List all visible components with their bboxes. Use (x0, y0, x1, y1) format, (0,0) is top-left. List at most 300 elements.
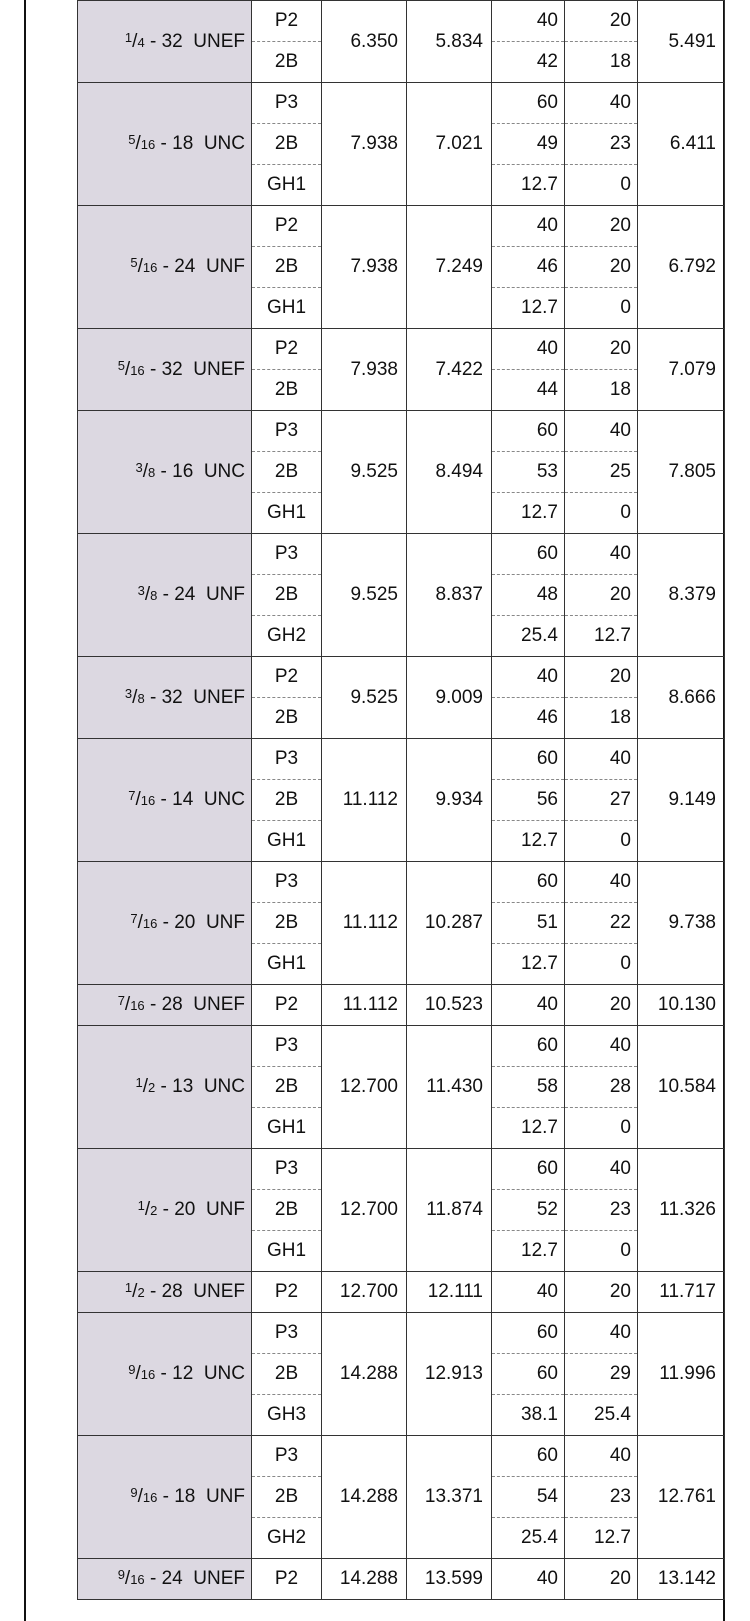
dash-separator: - (157, 584, 175, 605)
value-a: 46 (492, 698, 565, 739)
value-b: 0 (565, 493, 638, 534)
threads-per-inch: 20 (174, 1199, 196, 1220)
tolerance-class: P3 (252, 534, 322, 575)
tolerance-class: P2 (252, 1272, 322, 1313)
value-b: 20 (565, 206, 638, 247)
value-a: 49 (492, 124, 565, 165)
tolerance-class: GH1 (252, 1108, 322, 1149)
tolerance-class: GH3 (252, 1395, 322, 1436)
thread-series: UNC (203, 461, 245, 482)
value-a: 12.7 (492, 1108, 565, 1149)
tolerance-class: P3 (252, 83, 322, 124)
major-diameter: 7.938 (322, 206, 407, 329)
dash-separator: - (144, 994, 162, 1015)
value-b: 20 (565, 985, 638, 1026)
table-row (78, 739, 725, 780)
fraction-numerator: 3 (137, 583, 145, 598)
spacer (193, 789, 204, 810)
tolerance-class: GH1 (252, 288, 322, 329)
value-b: 20 (565, 329, 638, 370)
tolerance-class: P3 (252, 862, 322, 903)
dash-separator: - (144, 1568, 162, 1589)
pitch-diameter: 7.021 (407, 83, 492, 206)
threads-per-inch: 13 (172, 1076, 194, 1097)
fraction-slash: / (142, 1076, 148, 1097)
value-a: 60 (492, 411, 565, 452)
threads-per-inch: 24 (161, 1568, 183, 1589)
tolerance-class: P2 (252, 985, 322, 1026)
threads-per-inch: 28 (161, 994, 183, 1015)
major-diameter: 9.525 (322, 411, 407, 534)
table-row (78, 657, 725, 698)
dash-separator: - (155, 1076, 173, 1097)
threads-per-inch: 32 (161, 30, 183, 52)
value-a: 40 (492, 985, 565, 1026)
dash-separator: - (157, 256, 175, 277)
thread-series: UNEF (193, 30, 245, 52)
pitch-diameter: 9.009 (407, 657, 492, 739)
fraction-slash: / (135, 133, 141, 154)
value-a: 44 (492, 370, 565, 411)
value-b: 27 (565, 780, 638, 821)
tolerance-class: P3 (252, 1436, 322, 1477)
fraction-slash: / (144, 1199, 151, 1220)
thread-series: UNF (205, 584, 245, 605)
table-row (78, 862, 725, 903)
minor-diameter: 11.326 (638, 1149, 725, 1272)
tolerance-class: P3 (252, 1149, 322, 1190)
dash-separator: - (155, 789, 173, 810)
fraction-denominator: 16 (140, 793, 156, 808)
value-b: 18 (565, 42, 638, 83)
major-diameter: 12.700 (322, 1149, 407, 1272)
minor-diameter: 10.584 (638, 1026, 725, 1149)
page-left-border (24, 0, 26, 1621)
spacer (193, 1076, 204, 1097)
fraction-numerator: 1 (135, 1075, 143, 1090)
thread-series: UNEF (193, 1568, 245, 1589)
table-row (78, 1026, 725, 1067)
tolerance-class: 2B (252, 1477, 322, 1518)
tolerance-class: P3 (252, 739, 322, 780)
fraction-slash: / (132, 686, 138, 708)
fraction-denominator: 16 (140, 137, 156, 152)
table-row (78, 83, 725, 124)
major-diameter: 11.112 (322, 739, 407, 862)
tolerance-class: GH2 (252, 1518, 322, 1559)
thread-size-cell (78, 1, 252, 83)
tolerance-class: 2B (252, 452, 322, 493)
fraction-numerator: 3 (124, 685, 133, 701)
fraction-slash: / (137, 912, 143, 933)
dash-separator: - (144, 1281, 162, 1302)
thread-series: UNEF (193, 358, 245, 380)
value-a: 12.7 (492, 493, 565, 534)
tolerance-class: 2B (252, 124, 322, 165)
value-b: 29 (565, 1354, 638, 1395)
major-diameter: 14.288 (322, 1313, 407, 1436)
minor-diameter: 10.130 (638, 985, 725, 1026)
value-a: 12.7 (492, 288, 565, 329)
value-b: 40 (565, 534, 638, 575)
value-b: 40 (565, 1149, 638, 1190)
thread-series: UNF (205, 912, 245, 933)
fraction-numerator: 7 (128, 788, 136, 803)
spacer (183, 1281, 194, 1302)
minor-diameter: 12.761 (638, 1436, 725, 1559)
fraction-numerator: 3 (135, 460, 143, 475)
fraction-numerator: 5 (130, 255, 138, 270)
fraction-slash: / (132, 30, 138, 52)
spacer (195, 912, 206, 933)
value-a: 60 (492, 1149, 565, 1190)
value-a: 60 (492, 862, 565, 903)
value-b: 20 (565, 657, 638, 698)
thread-size-cell (78, 534, 252, 657)
value-b: 20 (565, 1272, 638, 1313)
table-row (78, 534, 725, 575)
tolerance-class: P2 (252, 1, 322, 42)
value-b: 0 (565, 1108, 638, 1149)
tolerance-class: 2B (252, 1354, 322, 1395)
value-a: 25.4 (492, 1518, 565, 1559)
value-a: 12.7 (492, 1231, 565, 1272)
thread-size-cell (78, 83, 252, 206)
fraction-denominator: 16 (130, 362, 145, 378)
fraction-numerator: 9 (130, 1485, 138, 1500)
value-b: 0 (565, 165, 638, 206)
value-a: 53 (492, 452, 565, 493)
fraction-denominator: 16 (130, 1572, 145, 1587)
threads-per-inch: 32 (161, 358, 183, 380)
value-a: 60 (492, 1026, 565, 1067)
major-diameter: 9.525 (322, 657, 407, 739)
value-b: 23 (565, 1190, 638, 1231)
value-a: 12.7 (492, 944, 565, 985)
pitch-diameter: 11.430 (407, 1026, 492, 1149)
tolerance-class: 2B (252, 903, 322, 944)
tolerance-class: P3 (252, 411, 322, 452)
value-b: 12.7 (565, 616, 638, 657)
dash-separator: - (155, 1363, 173, 1384)
table-row (78, 329, 725, 370)
dash-separator: - (155, 461, 173, 482)
table-row (78, 1436, 725, 1477)
pitch-diameter: 10.523 (407, 985, 492, 1026)
tolerance-class: P2 (252, 657, 322, 698)
thread-series: UNEF (193, 994, 245, 1015)
fraction-numerator: 1 (137, 1198, 145, 1213)
spacer (183, 994, 194, 1015)
fraction-slash: / (124, 358, 131, 380)
value-b: 40 (565, 83, 638, 124)
minor-diameter: 8.666 (638, 657, 725, 739)
fraction-denominator: 16 (142, 916, 158, 931)
minor-diameter: 9.149 (638, 739, 725, 862)
thread-size-cell (78, 1026, 252, 1149)
dash-separator: - (144, 30, 162, 52)
thread-series: UNC (203, 1076, 245, 1097)
thread-spec-table (77, 0, 725, 1600)
tolerance-class: 2B (252, 1067, 322, 1108)
dash-separator: - (157, 1486, 175, 1507)
thread-spec-body (78, 1, 725, 1600)
thread-size-cell (78, 206, 252, 329)
fraction-slash: / (142, 461, 148, 482)
value-a: 60 (492, 739, 565, 780)
thread-series: UNEF (193, 686, 245, 708)
fraction-numerator: 9 (128, 1362, 136, 1377)
value-a: 12.7 (492, 165, 565, 206)
tolerance-class: 2B (252, 370, 322, 411)
dash-separator: - (144, 358, 162, 380)
spacer (193, 461, 204, 482)
value-a: 54 (492, 1477, 565, 1518)
pitch-diameter: 5.834 (407, 1, 492, 83)
dash-separator: - (144, 686, 162, 708)
thread-series: UNC (203, 1363, 245, 1384)
minor-diameter: 5.491 (638, 1, 725, 83)
tolerance-class: GH2 (252, 616, 322, 657)
major-diameter: 6.350 (322, 1, 407, 83)
thread-size-cell (78, 739, 252, 862)
table-row (78, 411, 725, 452)
minor-diameter: 7.079 (638, 329, 725, 411)
fraction-slash: / (124, 1568, 131, 1589)
thread-size-cell (78, 1313, 252, 1436)
tolerance-class: GH1 (252, 821, 322, 862)
spacer (195, 584, 206, 605)
table-row (78, 1313, 725, 1354)
value-b: 23 (565, 1477, 638, 1518)
thread-size-cell (78, 411, 252, 534)
fraction-slash: / (137, 1486, 143, 1507)
value-a: 51 (492, 903, 565, 944)
value-a: 42 (492, 42, 565, 83)
value-b: 0 (565, 288, 638, 329)
value-a: 40 (492, 657, 565, 698)
pitch-diameter: 8.837 (407, 534, 492, 657)
threads-per-inch: 18 (172, 133, 194, 154)
pitch-diameter: 13.371 (407, 1436, 492, 1559)
value-a: 60 (492, 1354, 565, 1395)
pitch-diameter: 13.599 (407, 1559, 492, 1600)
value-b: 20 (565, 575, 638, 616)
tolerance-class: 2B (252, 1190, 322, 1231)
thread-size-cell (78, 985, 252, 1026)
fraction-denominator: 2 (150, 1203, 158, 1218)
tolerance-class: P2 (252, 329, 322, 370)
threads-per-inch: 24 (174, 256, 196, 277)
value-b: 40 (565, 411, 638, 452)
tolerance-class: GH1 (252, 493, 322, 534)
minor-diameter: 6.411 (638, 83, 725, 206)
fraction-denominator: 2 (148, 1080, 156, 1095)
minor-diameter: 6.792 (638, 206, 725, 329)
major-diameter: 11.112 (322, 985, 407, 1026)
value-b: 22 (565, 903, 638, 944)
fraction-slash: / (144, 584, 151, 605)
fraction-slash: / (135, 1363, 141, 1384)
thread-size-cell (78, 862, 252, 985)
value-a: 46 (492, 247, 565, 288)
table-row (78, 1, 725, 42)
major-diameter: 14.288 (322, 1559, 407, 1600)
table-row (78, 1559, 725, 1600)
tolerance-class: 2B (252, 698, 322, 739)
value-b: 40 (565, 1313, 638, 1354)
thread-size-cell (78, 1559, 252, 1600)
fraction-numerator: 7 (130, 911, 138, 926)
value-a: 40 (492, 1, 565, 42)
threads-per-inch: 28 (161, 1281, 183, 1302)
tolerance-class: GH1 (252, 1231, 322, 1272)
minor-diameter: 11.996 (638, 1313, 725, 1436)
threads-per-inch: 14 (172, 789, 194, 810)
value-b: 25 (565, 452, 638, 493)
value-b: 18 (565, 698, 638, 739)
spacer (183, 359, 194, 380)
fraction-slash: / (135, 789, 141, 810)
minor-diameter: 7.805 (638, 411, 725, 534)
value-a: 40 (492, 1559, 565, 1600)
value-b: 40 (565, 862, 638, 903)
pitch-diameter: 9.934 (407, 739, 492, 862)
fraction-denominator: 4 (137, 34, 145, 50)
value-b: 40 (565, 1436, 638, 1477)
value-b: 0 (565, 944, 638, 985)
fraction-denominator: 16 (142, 1490, 158, 1505)
fraction-denominator: 2 (137, 1285, 145, 1300)
pitch-diameter: 12.913 (407, 1313, 492, 1436)
tolerance-class: GH1 (252, 944, 322, 985)
value-a: 52 (492, 1190, 565, 1231)
fraction-slash: / (137, 256, 143, 277)
value-b: 20 (565, 1, 638, 42)
value-a: 12.7 (492, 821, 565, 862)
thread-series: UNF (205, 256, 245, 277)
thread-series: UNF (205, 1199, 245, 1220)
table-row (78, 1272, 725, 1313)
spacer (193, 133, 204, 154)
tolerance-class: 2B (252, 780, 322, 821)
thread-size-cell (78, 1149, 252, 1272)
value-b: 40 (565, 739, 638, 780)
value-a: 40 (492, 329, 565, 370)
fraction-numerator: 1 (124, 1280, 133, 1295)
fraction-denominator: 16 (142, 260, 158, 275)
thread-size-cell (78, 1272, 252, 1313)
value-b: 0 (565, 1231, 638, 1272)
spacer (195, 1199, 206, 1220)
dash-separator: - (157, 1199, 175, 1220)
major-diameter: 11.112 (322, 862, 407, 985)
fraction-denominator: 8 (150, 588, 158, 603)
minor-diameter: 9.738 (638, 862, 725, 985)
threads-per-inch: 18 (174, 1486, 196, 1507)
thread-size-cell (78, 329, 252, 411)
value-a: 56 (492, 780, 565, 821)
spacer (183, 31, 194, 52)
value-a: 60 (492, 1313, 565, 1354)
pitch-diameter: 11.874 (407, 1149, 492, 1272)
spacer (193, 1363, 204, 1384)
fraction-denominator: 16 (140, 1367, 156, 1382)
threads-per-inch: 20 (174, 912, 196, 933)
tolerance-class: P3 (252, 1026, 322, 1067)
thread-series: UNF (205, 1486, 245, 1507)
value-b: 20 (565, 247, 638, 288)
thread-series: UNC (203, 789, 245, 810)
tolerance-class: 2B (252, 247, 322, 288)
fraction-denominator: 8 (137, 690, 145, 706)
fraction-numerator: 1 (124, 29, 133, 45)
value-b: 0 (565, 821, 638, 862)
value-a: 38.1 (492, 1395, 565, 1436)
spacer (183, 1568, 194, 1589)
tolerance-class: P2 (252, 1559, 322, 1600)
major-diameter: 9.525 (322, 534, 407, 657)
tolerance-class: GH1 (252, 165, 322, 206)
spacer (183, 687, 194, 708)
major-diameter: 7.938 (322, 83, 407, 206)
fraction-numerator: 9 (117, 1567, 125, 1582)
value-a: 58 (492, 1067, 565, 1108)
value-b: 28 (565, 1067, 638, 1108)
value-a: 40 (492, 1272, 565, 1313)
fraction-denominator: 16 (130, 998, 145, 1013)
dash-separator: - (155, 133, 173, 154)
tolerance-class: P2 (252, 206, 322, 247)
minor-diameter: 8.379 (638, 534, 725, 657)
threads-per-inch: 16 (172, 461, 194, 482)
value-a: 48 (492, 575, 565, 616)
thread-size-cell (78, 657, 252, 739)
fraction-numerator: 5 (128, 132, 136, 147)
tolerance-class: 2B (252, 575, 322, 616)
fraction-numerator: 5 (117, 357, 125, 373)
value-b: 25.4 (565, 1395, 638, 1436)
fraction-slash: / (132, 1281, 138, 1302)
major-diameter: 12.700 (322, 1272, 407, 1313)
pitch-diameter: 10.287 (407, 862, 492, 985)
minor-diameter: 11.717 (638, 1272, 725, 1313)
dash-separator: - (157, 912, 175, 933)
value-b: 20 (565, 1559, 638, 1600)
value-b: 18 (565, 370, 638, 411)
fraction-numerator: 7 (117, 993, 125, 1008)
value-a: 25.4 (492, 616, 565, 657)
thread-size-cell (78, 1436, 252, 1559)
fraction-denominator: 8 (148, 465, 156, 480)
tolerance-class: P3 (252, 1313, 322, 1354)
major-diameter: 14.288 (322, 1436, 407, 1559)
threads-per-inch: 12 (172, 1363, 194, 1384)
spacer (195, 256, 206, 277)
major-diameter: 7.938 (322, 329, 407, 411)
pitch-diameter: 8.494 (407, 411, 492, 534)
value-a: 60 (492, 1436, 565, 1477)
pitch-diameter: 12.111 (407, 1272, 492, 1313)
threads-per-inch: 32 (161, 686, 183, 708)
value-b: 12.7 (565, 1518, 638, 1559)
table-row (78, 985, 725, 1026)
threads-per-inch: 24 (174, 584, 196, 605)
value-b: 23 (565, 124, 638, 165)
value-a: 60 (492, 534, 565, 575)
value-a: 60 (492, 83, 565, 124)
major-diameter: 12.700 (322, 1026, 407, 1149)
